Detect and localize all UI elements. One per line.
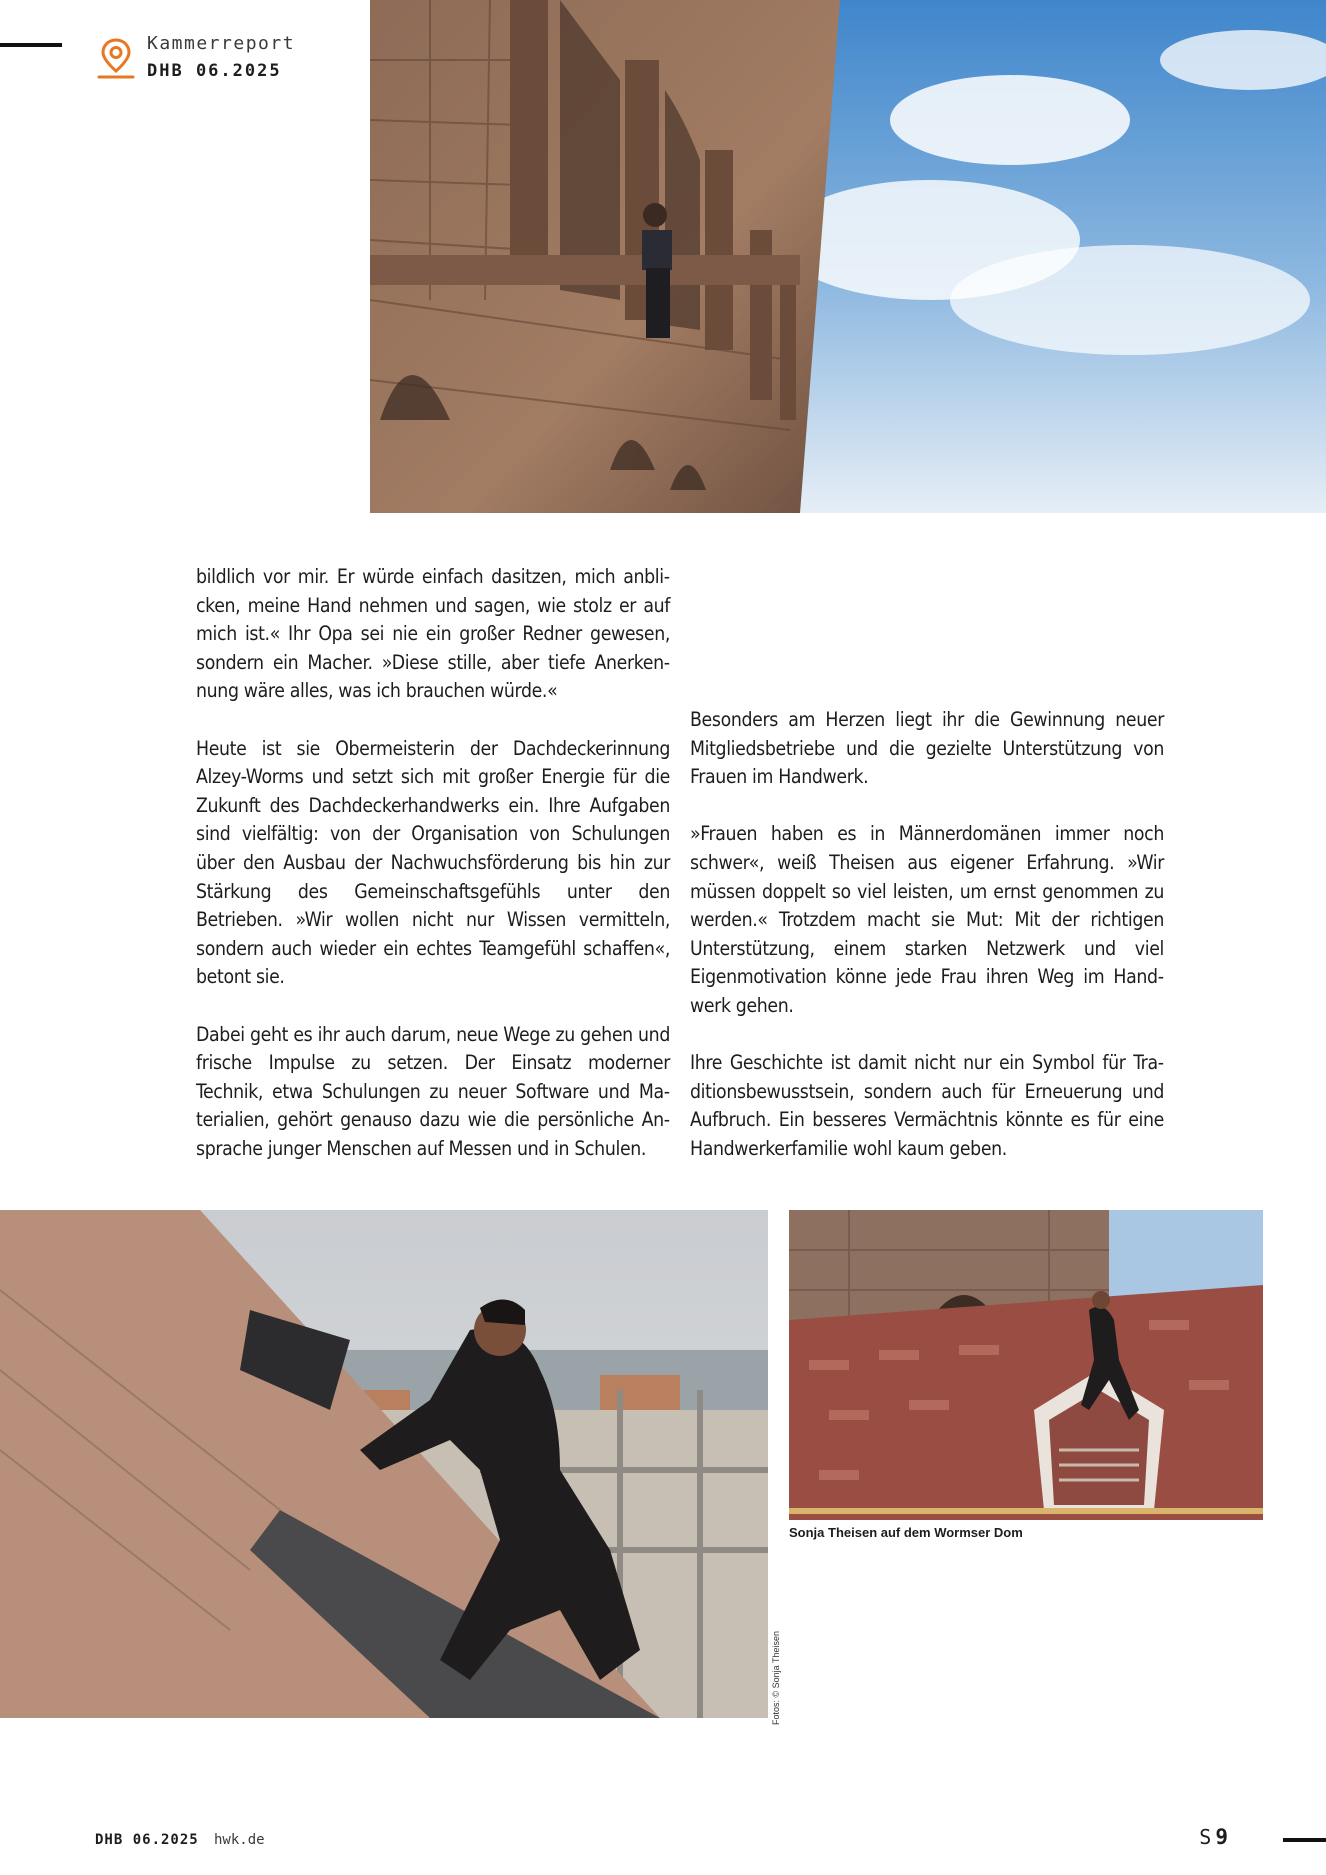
paragraph: »Frauen haben es in Männerdomänen immer noch schwer«, weiß Theisen aus eigener Erfahrung. »Wir müssen doppelt so viel leisten, um ernst genommen zu werden.« Trotzdem macht sie Mut: Mit der richtigen Unterstützung, einem starken Netzwerk und viel Eigenmotivation könne jede Frau ihren Weg im Handwerk gehen. xyxy=(690,822,1164,1017)
page-number: S 9 xyxy=(1199,1825,1228,1849)
issue-label: DHB 06.2025 xyxy=(147,61,282,81)
paragraph: Dabei geht es ihr auch darum, neue Wege zu gehen und frische Impulse zu setzen. Der Einsatz moderner Technik, etwa Schulungen zu neuer Software und Materialien, gehört genauso dazu wie die persönliche Ansprache junger Menschen auf Messen und in Schulen. xyxy=(196,1022,670,1160)
article-left-column xyxy=(196,563,670,1163)
roofer-at-work-photo xyxy=(0,1210,768,1718)
photo-caption: Sonja Theisen auf dem Wormser Dom xyxy=(789,1525,1023,1540)
section-title: Kammerreport xyxy=(147,33,296,54)
header-rule xyxy=(0,43,62,47)
paragraph: Ihre Geschichte ist damit nicht nur ein Symbol für Traditionsbewusstsein, sondern auch für Erneuerung und Aufbruch. Ein besseres Vermächtnis könnte es für eine Handwerkerfamilie wohl kaum geben. xyxy=(690,1051,1164,1160)
paragraph: Heute ist sie Obermeisterin der Dachdeckerinnung Alzey-Worms und setzt sich mit großer Energie für die Zukunft des Dachdeckerhandwerks ein. Ihre Aufgaben sind vielfältig: von der Organisation von Schulungen über den Ausbau der Nachwuchsförderung bis hin zur Stärkung des Gemeinschaftsgefühls unter den Betrieben. »Wir wollen nicht nur Wissen vermitteln, sondern auch wieder ein echtes Teamgefühl schaffen«, betont sie. xyxy=(196,736,670,989)
paragraph: Besonders am Herzen liegt ihr die Gewinnung neuer Mitgliedsbetriebe und die gezielte Unterstützung von Frauen im Handwerk. xyxy=(690,708,1164,789)
cathedral-gallery-photo xyxy=(370,0,1326,513)
footer-rule xyxy=(1283,1838,1326,1842)
photo-credit: Fotos: © Sonja Theisen xyxy=(771,1630,781,1725)
paragraph: bildlich vor mir. Er würde einfach dasitzen, mich anblicken, meine Hand nehmen und sagen, wie stolz er auf mich ist.« Ihr Opa sei nie ein großer Redner gewesen, sondern ein Macher. »Diese stille, aber tiefe Anerkennung wäre alles, was ich brauchen würde.« xyxy=(196,565,670,703)
footer-issue: DHB 06.2025 xyxy=(95,1832,199,1848)
location-pin-icon xyxy=(95,37,137,81)
article-right-column xyxy=(690,706,1164,1164)
cathedral-roof-photo xyxy=(789,1210,1263,1520)
footer-site-link[interactable]: hwk.de xyxy=(214,1832,265,1848)
